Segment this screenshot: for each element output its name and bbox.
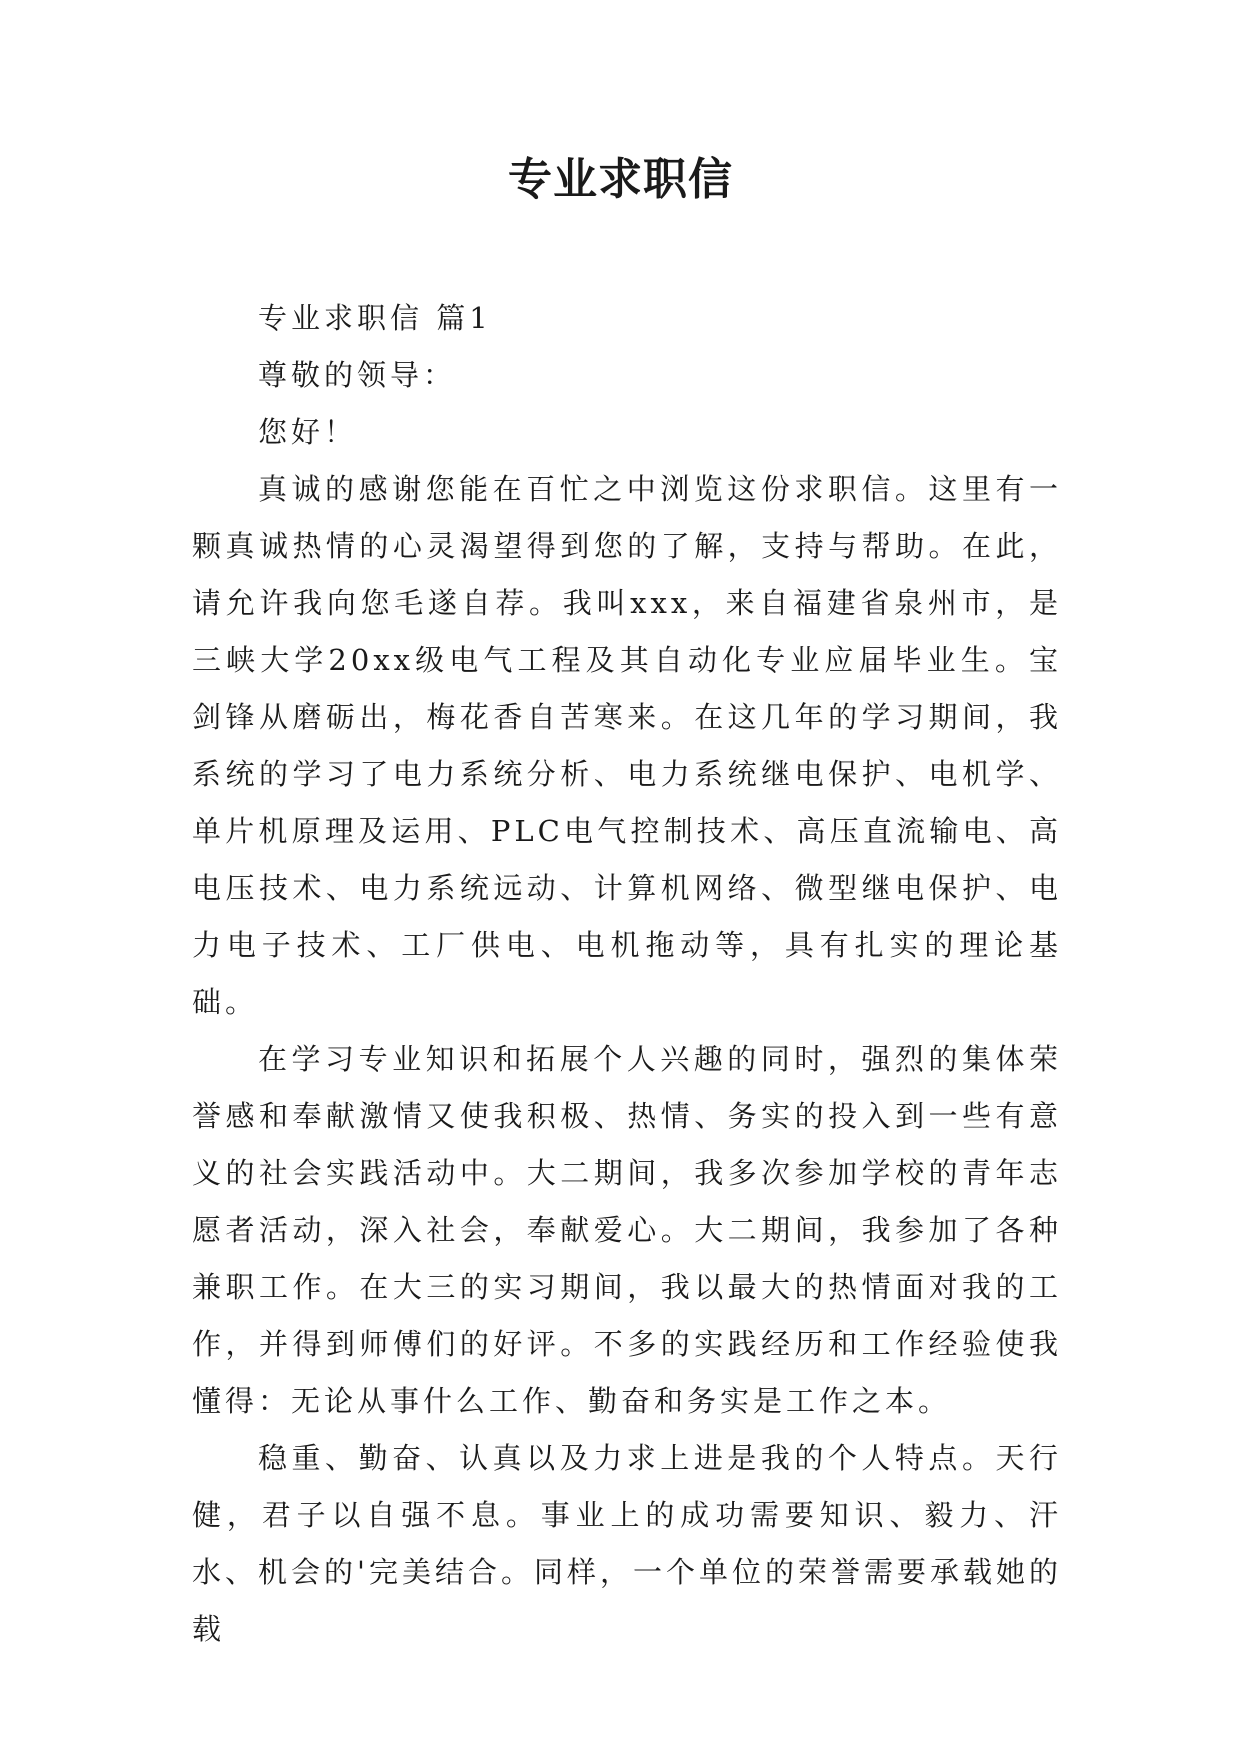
paragraph-traits: 稳重、勤奋、认真以及力求上进是我的个人特点。天行健，君子以自强不息。事业上的成功需要知识、毅力、汗水、机会的'完美结合。同样，一个单位的荣誉需要承载她的载	[192, 1441, 1062, 1646]
document-title: 专业求职信	[508, 154, 733, 205]
salutation: 尊敬的领导：	[258, 358, 457, 392]
greeting: 您好！	[258, 415, 358, 449]
paragraph-introduction: 真诚的感谢您能在百忙之中浏览这份求职信。这里有一颗真诚热情的心灵渴望得到您的了解，支持与帮助。在此，请允许我向您毛遂自荐。我叫xxx，来自福建省泉州市，是三峡大学20xx级电气工程及其自动化专业应届毕业生。宝剑锋从磨砺出，梅花香自苦寒来。在这几年的学习期间，我系统的学习了电力系统分析、电力系统继电保护、电机学、单片机原理及运用、PLC电气控制技术、高压直流输电、高电压技术、电力系统远动、计算机网络、微型继电保护、电力电子技术、工厂供电、电机拖动等，具有扎实的理论基础。	[192, 472, 1062, 1019]
paragraph-practice: 在学习专业知识和拓展个人兴趣的同时，强烈的集体荣誉感和奉献激情又使我积极、热情、务实的投入到一些有意义的社会实践活动中。大二期间，我多次参加学校的青年志愿者活动，深入社会，奉献爱心。大二期间，我参加了各种兼职工作。在大三的实习期间，我以最大的热情面对我的工作，并得到师傅们的好评。不多的实践经历和工作经验使我懂得：无论从事什么工作、勤奋和务实是工作之本。	[192, 1042, 1062, 1418]
document-body	[192, 290, 1062, 1658]
section-heading: 专业求职信 篇1	[258, 301, 492, 335]
